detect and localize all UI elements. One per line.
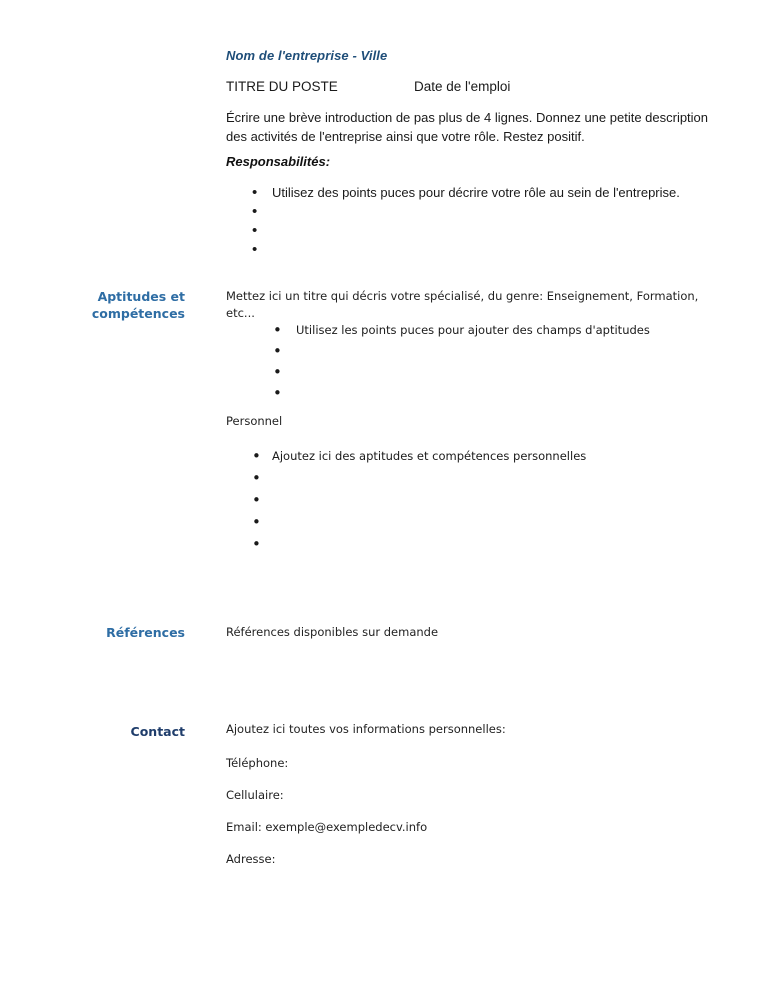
section-heading-skills — [55, 288, 185, 322]
list-item — [273, 341, 650, 362]
contact-field-email: Email: exemple@exempledecv.info — [226, 820, 428, 834]
list-item: • Ajoutez ici des aptitudes et compétences personnelles — [252, 445, 586, 467]
list-item — [252, 489, 586, 511]
company-name-heading: Nom de l'entreprise - Ville — [226, 48, 388, 63]
contact-intro: Ajoutez ici toutes vos informations personnelles: — [226, 722, 506, 736]
list-item — [252, 467, 586, 489]
job-title-row — [226, 79, 510, 94]
section-heading-contact: Contact — [130, 724, 185, 739]
contact-fields — [226, 754, 427, 882]
experience-intro-paragraph: Écrire une brève introduction de pas plus de 4 lignes. Donnez une petite description des activités de l'entreprise ainsi que votre rôle. Restez positif. — [226, 110, 709, 144]
personal-skills-list — [252, 445, 586, 555]
skills-list — [273, 320, 650, 404]
section-heading-skills-line1: Aptitudes et — [97, 289, 185, 304]
list-item — [252, 221, 680, 240]
list-item — [252, 202, 680, 221]
section-heading-references: Références — [106, 625, 185, 640]
list-item — [252, 533, 586, 555]
references-text: Références disponibles sur demande — [226, 625, 439, 639]
list-item — [252, 511, 586, 533]
responsibilities-list — [252, 183, 680, 259]
personal-skills-label: Personnel — [226, 414, 283, 428]
section-heading-skills-line2: compétences — [91, 306, 185, 321]
responsibilities-label: Responsabilités: — [226, 154, 331, 169]
list-item — [252, 240, 680, 259]
contact-field-address: Adresse: — [226, 852, 276, 866]
employment-date: Date de l'emploi — [414, 79, 511, 94]
contact-field-mobile: Cellulaire: — [226, 788, 284, 802]
list-item — [273, 383, 650, 404]
list-item: • Utilisez les points puces pour ajouter des champs d'aptitudes — [273, 320, 650, 341]
list-item — [273, 362, 650, 383]
list-item: • Utilisez des points puces pour décrire votre rôle au sein de l'entreprise. — [252, 183, 680, 202]
job-title: TITRE DU POSTE — [226, 79, 338, 94]
contact-field-phone: Téléphone: — [226, 756, 289, 770]
skills-intro: Mettez ici un titre qui décris votre spécialisé, du genre: Enseignement, Formation, etc... — [226, 289, 699, 320]
